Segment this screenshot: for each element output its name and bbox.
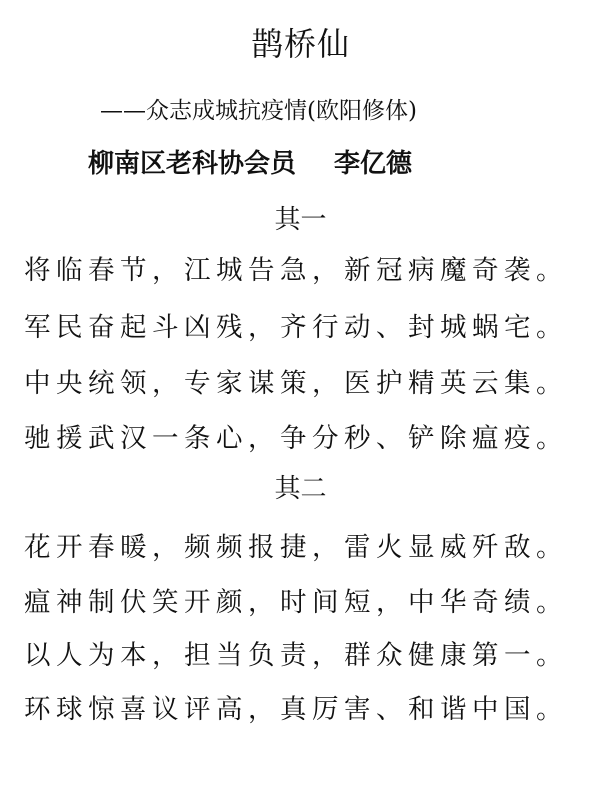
poem-2-line-2: 瘟神制伏笑开颜，时间短，中华奇绩。 [24, 587, 568, 618]
section-heading-1: 其一 [274, 205, 327, 235]
poem-1-line-2: 军民奋起斗凶残，齐行动、封城蜗宅。 [24, 312, 568, 343]
section-heading-2: 其二 [274, 474, 327, 504]
poem-1-line-1: 将临春节，江城告急，新冠病魔奇袭。 [24, 255, 568, 286]
poem-title: 鹊桥仙 [250, 25, 350, 63]
poem-1-line-4: 驰援武汉一条心，争分秒、铲除瘟疫。 [24, 423, 568, 454]
author-affiliation: 柳南区老科协会员 [88, 149, 297, 179]
poem-1-line-3: 中央统领，专家谋策，医护精英云集。 [24, 368, 568, 399]
poem-2-line-1: 花开春暖，频频报捷，雷火显威歼敌。 [24, 532, 568, 563]
author-name: 李亿德 [334, 149, 413, 179]
poem-2-line-3: 以人为本，担当负责，群众健康第一。 [24, 640, 568, 671]
poem-2-line-4: 环球惊喜议评高，真厉害、和谐中国。 [24, 694, 568, 725]
author-line [88, 146, 412, 182]
poem-subtitle: ——众志成城抗疫情(欧阳修体) [100, 98, 417, 124]
